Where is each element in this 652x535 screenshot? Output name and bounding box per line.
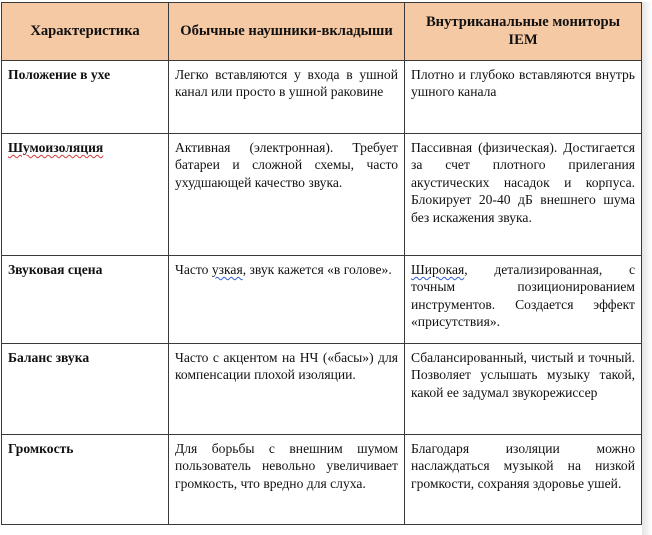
earbuds-text-end: , звук кажется «в голове». [242, 262, 392, 277]
iem-cell: Пассивная (физическая). Достигается за счет плотного прилегания акустических насадок и корпуса. Блокирует 20-40 дБ внешнего шума без искажения звука. [405, 134, 642, 256]
table-row [2, 134, 642, 256]
iem-cell: Благодаря изоляции можно наслаждаться музыкой на низкой громкости, сохраняя здоровье ушей. [405, 435, 642, 525]
row-label [2, 134, 169, 256]
header-characteristic: Характеристика [2, 3, 169, 61]
comparison-table [1, 2, 642, 525]
earbuds-cell: Для борьбы с внешним шумом пользователь невольно увеличивает громкость, что вредно для слуха. [169, 435, 405, 525]
earbuds-cell: Легко вставляются у входа в ушной канал или просто в ушной раковине [169, 61, 405, 134]
row-label: Громкость [2, 435, 169, 525]
iem-cell: Плотно и глубоко вставляются внутрь ушного канала [405, 61, 642, 134]
row-label: Баланс звука [2, 344, 169, 435]
header-iem: Внутриканальные мониторы IEM [405, 3, 642, 61]
spellcheck-word: Шумоизоляция [8, 140, 104, 155]
row-label: Звуковая сцена [2, 256, 169, 344]
header-earbuds: Обычные наушники-вкладыши [169, 3, 405, 61]
table-row [2, 256, 642, 344]
earbuds-cell: Часто с акцентом на НЧ («басы») для компенсации плохой изоляции. [169, 344, 405, 435]
table-row [2, 61, 642, 134]
table-header-row [2, 3, 642, 61]
earbuds-text-start: Часто [175, 262, 212, 277]
page-edge-shadow [642, 2, 652, 535]
earbuds-cell [169, 256, 405, 344]
iem-cell: Сбалансированный, чистый и точный. Позволяет услышать музыку такой, какой ее задумал звукорежиссер [405, 344, 642, 435]
table-row [2, 344, 642, 435]
iem-cell [405, 256, 642, 344]
iem-text-end: , детализированная, с точным позиционированием инструментов. Создается эффект «присутствия». [411, 262, 635, 330]
row-label: Положение в ухе [2, 61, 169, 134]
table-row [2, 435, 642, 525]
spellcheck-word: узкая [211, 262, 243, 277]
spellcheck-word: Широкая [411, 262, 465, 277]
earbuds-cell: Активная (электронная). Требует батареи и сложной схемы, часто ухудшающей качество звука. [169, 134, 405, 256]
